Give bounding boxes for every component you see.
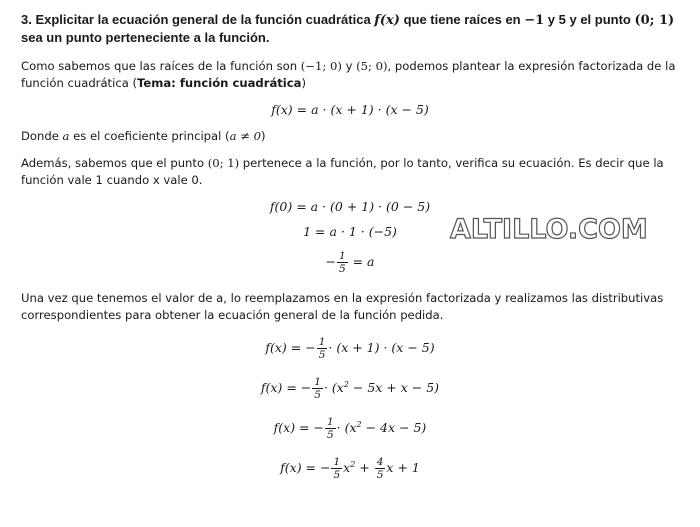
denominator: 5 <box>376 469 384 481</box>
title-function: f(x) <box>374 13 400 28</box>
topic-label: Tema: función cuadrática <box>137 76 302 90</box>
paragraph-text: , podemos plantear la expresión factorizada de la función cuadrática ( <box>21 59 676 90</box>
coefficient-variable: a <box>62 129 70 143</box>
equation-lhs: f(x) = − <box>260 380 312 395</box>
paragraph-text: Además, sabemos que el punto <box>21 156 208 170</box>
denominator: 5 <box>318 349 326 361</box>
equation-step-1 <box>0 336 700 361</box>
exercise-title <box>21 11 686 46</box>
title-text: sea un punto perteneciente a la función. <box>21 30 270 45</box>
paragraph-point <box>21 155 686 189</box>
fraction <box>317 336 328 361</box>
equation-step-3 <box>0 416 700 441</box>
variable: x <box>343 460 351 475</box>
root-point: (5; 0) <box>356 59 388 73</box>
paragraph-replace: Una vez que tenemos el valor de a, lo reemplazamos en la expresión factorizada y realizamos las distributivas correspondientes para obtener la ecuación general de la función pedida. <box>21 291 664 322</box>
equation-rest: − 5x + x − 5) <box>348 380 440 395</box>
denominator: 5 <box>314 389 321 401</box>
denominator: 5 <box>338 263 346 275</box>
exponent: 2 <box>350 460 356 469</box>
equation-rest: · (x <box>323 380 344 395</box>
equation-step-2 <box>0 376 700 401</box>
equation-lhs: f(x) = − <box>280 460 331 475</box>
title-root: −1 <box>524 13 545 28</box>
equation-substitution: f(0) = a · (0 + 1) · (0 − 5) <box>269 199 431 214</box>
exponent: 2 <box>343 380 349 389</box>
numerator: 1 <box>326 416 334 428</box>
paragraph-roots <box>21 58 686 92</box>
title-text: 3. Explicitar la ecuación general de la función cuadrática <box>21 12 375 27</box>
paragraph-text: Como sabemos que las raíces de la función son <box>21 59 301 73</box>
paragraph-text: ) <box>260 129 266 143</box>
paragraph-coefficient <box>21 128 686 145</box>
equation-rest: x + 1 <box>386 460 420 475</box>
paragraph-text: ) <box>301 76 307 90</box>
equation-lhs: f(x) = − <box>273 420 324 435</box>
fraction <box>375 456 386 481</box>
numerator: 4 <box>376 456 384 468</box>
equation-rest: − 4x − 5) <box>361 420 427 435</box>
equation-rest: · (x <box>336 420 357 435</box>
equation-coefficient-value <box>0 250 700 275</box>
denominator: 5 <box>333 469 341 481</box>
root-point: (−1; 0) <box>300 59 342 73</box>
equation-lhs: f(x) = − <box>265 340 316 355</box>
paragraph-text: Donde <box>21 129 63 143</box>
title-point: (0; 1) <box>634 13 675 28</box>
fraction <box>331 456 342 481</box>
paragraph-text: es el coeficiente principal ( <box>69 129 230 143</box>
equation-rest: = a <box>348 254 375 269</box>
equation-simplified: 1 = a · 1 · (−5) <box>303 224 397 239</box>
paragraph-text: y <box>341 59 357 73</box>
numerator: 1 <box>333 456 341 468</box>
fraction <box>337 250 348 275</box>
numerator: 1 <box>314 376 321 388</box>
fraction <box>312 376 323 401</box>
equation-general-form <box>0 456 700 481</box>
title-text: y 5 y el punto <box>544 12 635 27</box>
equation-factored: f(x) = a · (x + 1) · (x − 5) <box>271 102 429 117</box>
minus-sign: − <box>325 254 336 269</box>
title-text: que tiene raíces en <box>399 12 525 27</box>
coefficient-condition: a ≠ 0 <box>229 129 261 143</box>
fraction <box>325 416 336 441</box>
exponent: 2 <box>356 420 362 429</box>
equation-rest: · (x + 1) · (x − 5) <box>328 340 435 355</box>
given-point: (0; 1) <box>207 156 240 170</box>
denominator: 5 <box>326 429 334 441</box>
numerator: 1 <box>338 250 346 262</box>
watermark-logo: ALTILLO.COM <box>450 214 648 245</box>
plus-sign: + <box>355 460 374 475</box>
numerator: 1 <box>318 336 326 348</box>
paragraph-text: pertenece a la función, por lo tanto, verifica su ecuación. Es decir que la función vale 1 cuando x vale 0. <box>21 156 664 187</box>
